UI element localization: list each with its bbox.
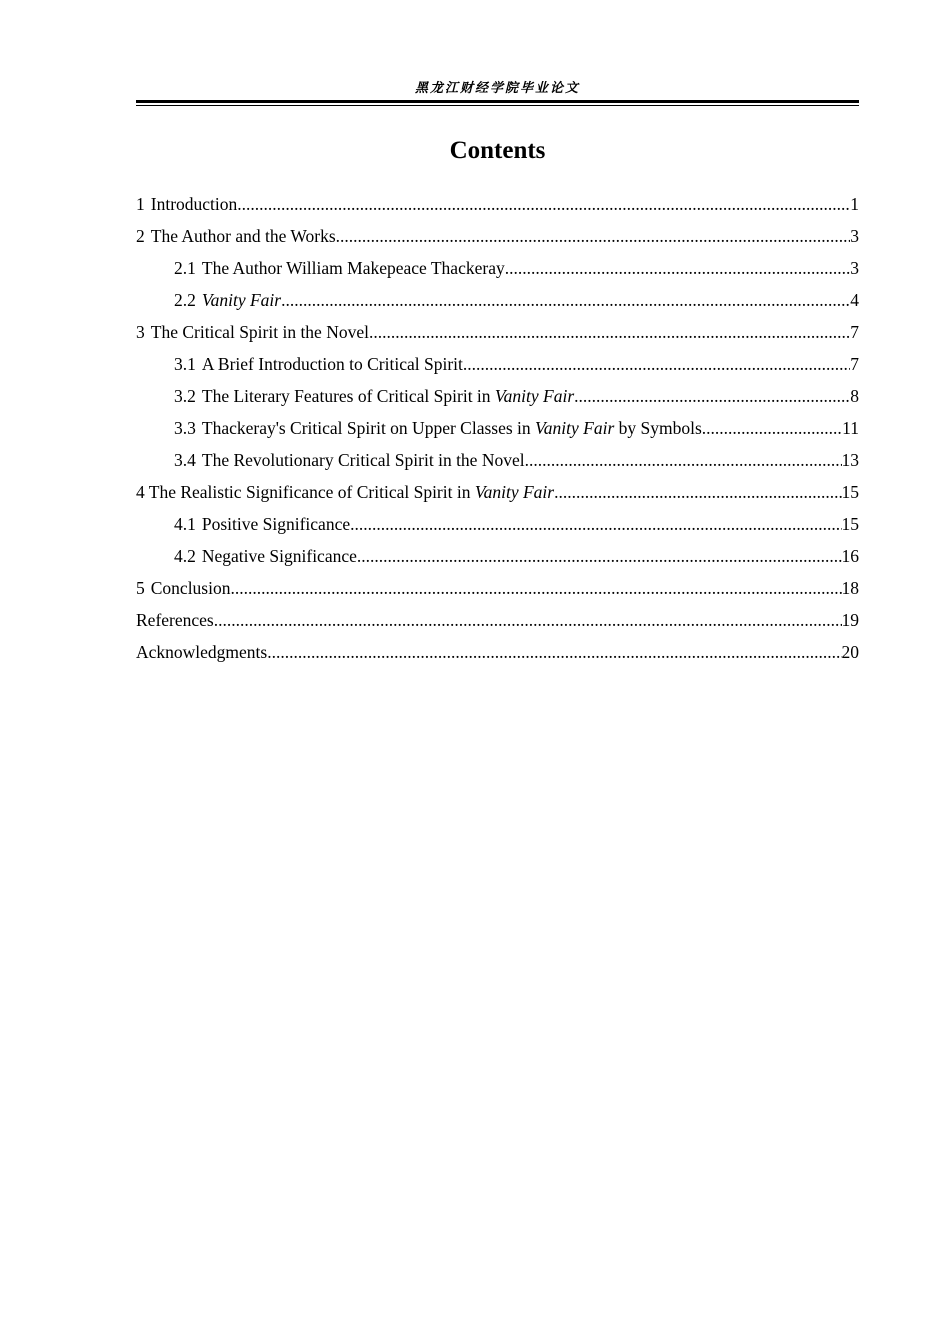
toc-entry-text	[174, 348, 463, 380]
toc-page-number: 15	[841, 482, 859, 502]
toc-entry[interactable]	[136, 284, 859, 316]
toc-dot-leader	[357, 540, 842, 572]
toc-entry[interactable]	[136, 188, 859, 220]
toc-page-number: 11	[842, 418, 859, 438]
page-title: Contents	[449, 137, 546, 164]
toc-entry-title: Thackeray's Critical Spirit on Upper Classes in	[201, 418, 536, 438]
toc-entry-text	[174, 508, 350, 540]
toc-dot-leader	[369, 316, 850, 348]
toc-entry-number: 5	[136, 578, 145, 598]
toc-entry[interactable]	[136, 412, 859, 444]
toc-page-number: 18	[841, 578, 859, 598]
toc-entry-title: A Brief Introduction to Critical Spirit	[201, 354, 463, 374]
header-rule-thick	[136, 100, 859, 103]
toc-entry-text	[174, 540, 357, 572]
toc-entry-title: Acknowledgments	[136, 642, 268, 662]
toc-entry[interactable]	[136, 636, 859, 668]
toc-entry-text	[136, 220, 336, 252]
toc-page-number: 8	[850, 386, 859, 406]
toc-entry[interactable]	[136, 572, 859, 604]
toc-entry-number: 2.2	[174, 290, 196, 310]
toc-entry-number: 4	[136, 482, 145, 502]
toc-entry-text	[136, 572, 230, 604]
toc-entry[interactable]	[136, 604, 859, 636]
toc-entry-text	[136, 476, 554, 508]
toc-dot-leader	[214, 604, 842, 636]
toc-entry-number: 3	[136, 322, 145, 342]
toc-dot-leader	[350, 508, 841, 540]
toc-entry-title-italic: Vanity Fair	[474, 482, 555, 502]
toc-dot-leader	[463, 348, 850, 380]
toc-entry-text	[136, 636, 267, 668]
table-of-contents	[136, 188, 859, 668]
toc-entry-number: 1	[136, 194, 145, 214]
toc-entry-text	[136, 316, 369, 348]
toc-page-number: 1	[850, 194, 859, 214]
toc-entry-title-suffix: by Symbols	[614, 418, 702, 438]
toc-entry-number: 3.2	[174, 386, 196, 406]
toc-dot-leader	[554, 476, 841, 508]
toc-page-number: 20	[841, 642, 859, 662]
toc-entry-text	[174, 252, 505, 284]
toc-page-number: 7	[850, 354, 859, 374]
toc-entry-text	[174, 444, 525, 476]
toc-entry[interactable]	[136, 540, 859, 572]
toc-dot-leader	[267, 636, 841, 668]
toc-page-number: 13	[841, 450, 859, 470]
toc-entry-text	[136, 604, 214, 636]
toc-entry-text	[136, 188, 237, 220]
toc-entry-title: References	[136, 610, 214, 630]
toc-entry-title: The Realistic Significance of Critical Spirit in	[148, 482, 475, 502]
toc-entry-number: 4.1	[174, 514, 196, 534]
toc-entry[interactable]	[136, 444, 859, 476]
toc-dot-leader	[237, 188, 850, 220]
toc-dot-leader	[281, 284, 850, 316]
toc-page-number: 16	[841, 546, 859, 566]
toc-entry-number: 3.3	[174, 418, 196, 438]
running-header: 黑龙江财经学院毕业论文	[414, 81, 580, 96]
toc-entry-title: Conclusion	[150, 578, 231, 598]
toc-page-number: 19	[841, 610, 859, 630]
toc-page-number: 4	[850, 290, 859, 310]
toc-page-number: 3	[850, 226, 859, 246]
toc-entry-title: Positive Significance	[201, 514, 351, 534]
toc-entry[interactable]	[136, 348, 859, 380]
toc-entry-number: 3.4	[174, 450, 196, 470]
toc-page-number: 15	[841, 514, 859, 534]
toc-dot-leader	[336, 220, 851, 252]
toc-entry-number: 2	[136, 226, 145, 246]
toc-dot-leader	[702, 412, 842, 444]
toc-entry[interactable]	[136, 476, 859, 508]
header-rule-thin	[136, 105, 859, 106]
toc-entry[interactable]	[136, 220, 859, 252]
toc-dot-leader	[574, 380, 850, 412]
toc-entry-title: The Revolutionary Critical Spirit in the Novel	[201, 450, 525, 470]
toc-entry-title-italic: Vanity Fair	[201, 290, 282, 310]
toc-dot-leader	[505, 252, 851, 284]
toc-entry[interactable]	[136, 252, 859, 284]
toc-entry[interactable]	[136, 316, 859, 348]
toc-page-number: 7	[850, 322, 859, 342]
toc-entry[interactable]	[136, 380, 859, 412]
toc-entry-title: The Author William Makepeace Thackeray	[201, 258, 505, 278]
toc-page-number: 3	[850, 258, 859, 278]
toc-entry-title: The Literary Features of Critical Spirit in	[201, 386, 495, 406]
toc-entry-text	[174, 380, 574, 412]
toc-dot-leader	[230, 572, 841, 604]
toc-entry-text	[174, 284, 281, 316]
toc-entry-title-italic: Vanity Fair	[535, 418, 615, 438]
toc-entry-title: Negative Significance	[201, 546, 357, 566]
toc-entry-text	[174, 412, 702, 444]
toc-entry-title: Introduction	[150, 194, 238, 214]
toc-dot-leader	[525, 444, 842, 476]
toc-entry-title: The Critical Spirit in the Novel	[150, 322, 369, 342]
toc-entry-number: 4.2	[174, 546, 196, 566]
toc-entry[interactable]	[136, 508, 859, 540]
toc-entry-title: The Author and the Works	[150, 226, 336, 246]
toc-entry-title-italic: Vanity Fair	[494, 386, 575, 406]
toc-entry-number: 2.1	[174, 258, 196, 278]
toc-entry-number: 3.1	[174, 354, 196, 374]
